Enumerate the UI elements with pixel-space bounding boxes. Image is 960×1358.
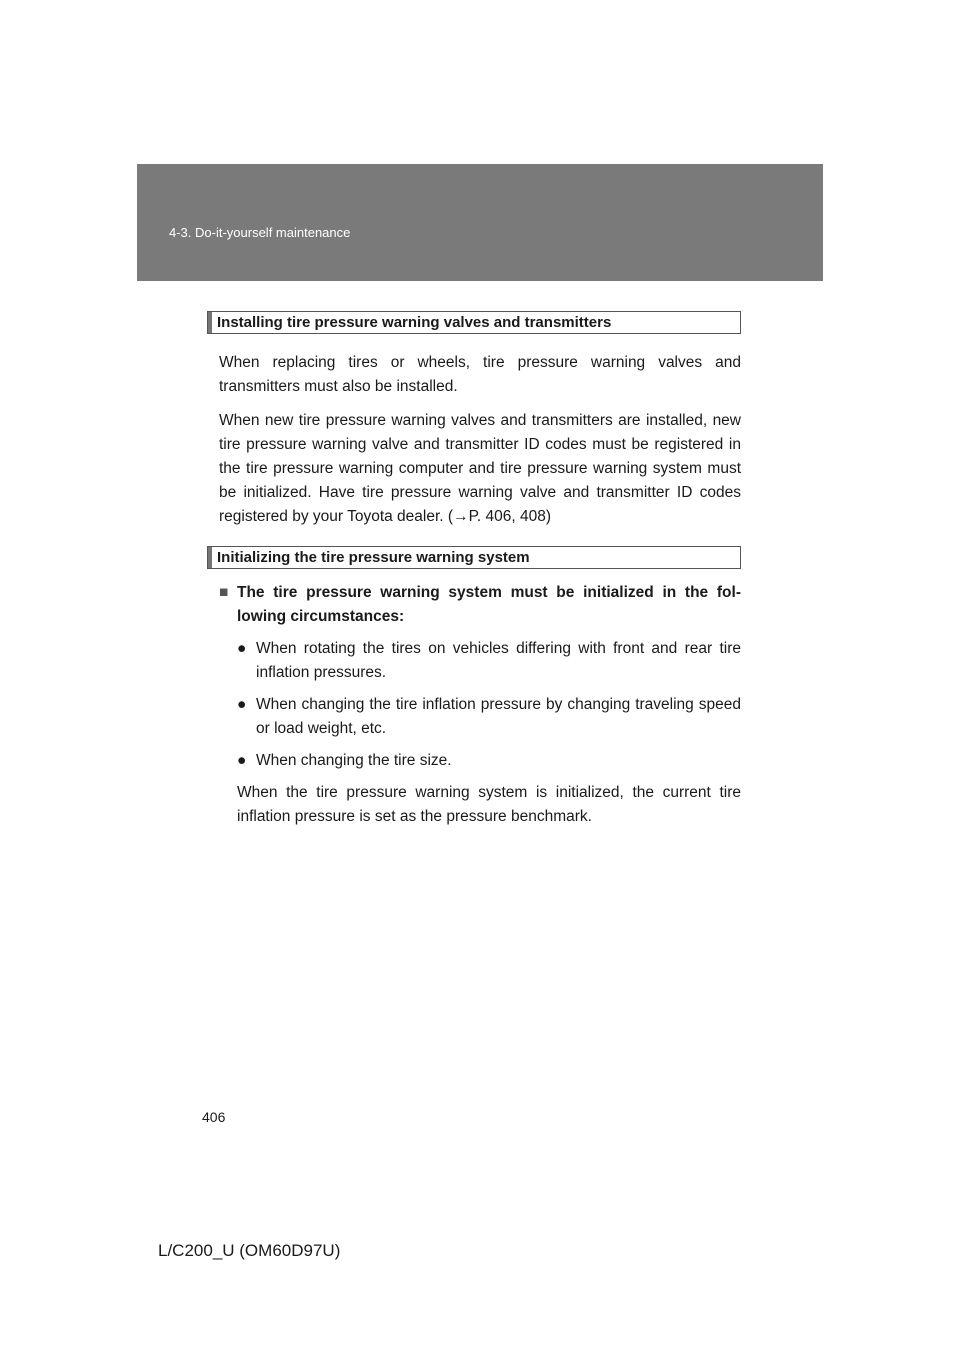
paragraph-registering-id-codes: When new tire pressure warning valves and transmitters are installed, new tire pressure warning valve and transmitter ID codes must be registered in the tire pressure warning computer and tire pressure warning system must be initialized. Have tire pressure warning valve and transmitter ID codes registered by your Toyota dealer. (→P. 406, 408) bbox=[219, 412, 741, 525]
section-heading-initializing: Initializing the tire pressure warning system bbox=[207, 546, 741, 569]
header-section-title: 4-3. Do-it-yourself maintenance bbox=[169, 225, 351, 240]
list-item bbox=[207, 693, 741, 741]
document-code: L/C200_U (OM60D97U) bbox=[158, 1241, 341, 1260]
page-content bbox=[207, 311, 741, 829]
page-number: 406 bbox=[202, 1109, 226, 1125]
list-item-text: When changing the tire inflation pressure by changing traveling speed or load weight, etc. bbox=[256, 696, 741, 737]
header-band bbox=[137, 164, 823, 281]
list-item-text: When changing the tire size. bbox=[256, 752, 452, 769]
circle-bullet-icon: ● bbox=[237, 696, 247, 713]
list-item bbox=[207, 749, 741, 773]
list-item-text: When rotating the tires on vehicles differing with front and rear tire inflation pressures. bbox=[256, 640, 741, 681]
square-bullet-icon: ■ bbox=[219, 584, 229, 601]
circle-bullet-icon: ● bbox=[237, 640, 247, 657]
circle-bullet-icon: ● bbox=[237, 752, 247, 769]
sub-heading-circumstances bbox=[207, 581, 741, 629]
paragraph-benchmark: When the tire pressure warning system is initialized, the current tire inflation pressure is set as the pressure benchmark. bbox=[237, 784, 741, 825]
section-heading-installing: Installing tire pressure warning valves and transmitters bbox=[207, 311, 741, 334]
list-item bbox=[207, 637, 741, 685]
paragraph-replacing-tires: When replacing tires or wheels, tire pressure warning valves and transmitters must also be installed. bbox=[219, 354, 741, 395]
sub-heading-text: The tire pressure warning system must be initialized in the fol-lowing circumstances: bbox=[237, 584, 741, 625]
